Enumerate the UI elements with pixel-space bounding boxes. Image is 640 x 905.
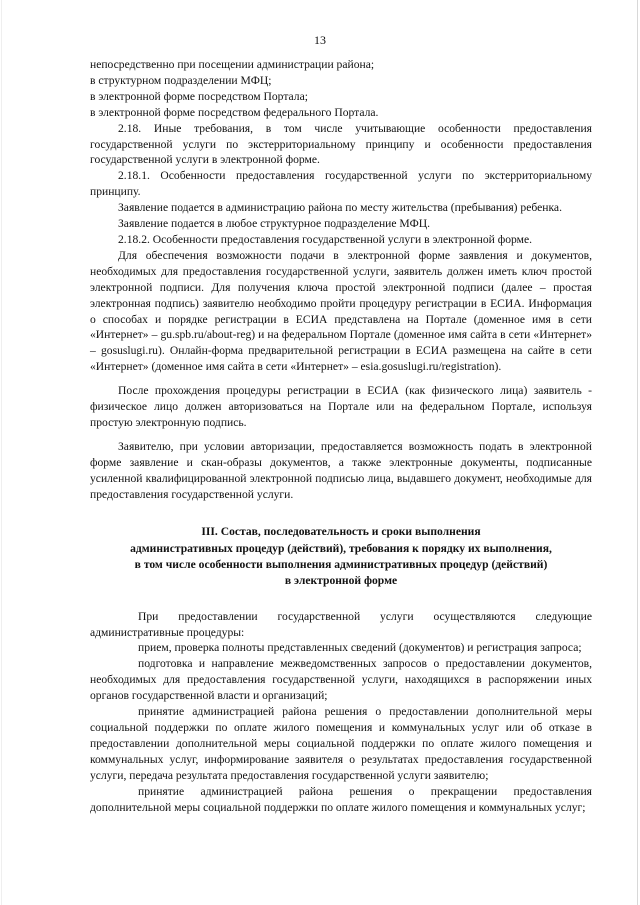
document-body xyxy=(90,57,592,815)
list-line: в электронной форме посредством Портала; xyxy=(90,89,308,103)
list-line: в структурном подразделении МФЦ; xyxy=(90,73,272,87)
list-line: в электронной форме посредством федерального Портала. xyxy=(90,105,379,119)
paragraph-authorization: После прохождения процедуры регистрации в ЕСИА (как физического лица) заявитель - физическое лицо должен авторизоваться на Портале или на федеральном Портале, используя простую электронную подпись. xyxy=(90,384,592,429)
scan-edge-left xyxy=(1,0,2,905)
paragraph-electronic-submission: Заявителю, при условии авторизации, предоставляется возможность подать в электронной форме заявление и скан-образы документов, а также электронные документы, подписанные усиленной квалифицированной электронной подписью лица, выдавшего документ, необходимые для предоставления государственной услуги. xyxy=(90,439,592,501)
section-heading xyxy=(90,524,592,589)
paragraph: Заявление подается в администрацию района по месту жительства (пребывания) ребенка. xyxy=(118,201,562,215)
paragraph: При предоставлении государственной услуги осуществляются следующие административные процедуры: xyxy=(90,609,592,639)
section-heading-line: в электронной форме xyxy=(284,574,398,588)
procedure-item: прием, проверка полноты представленных сведений (документов) и регистрация запроса; xyxy=(138,641,582,655)
paragraph: Заявление подается в любое структурное подразделение МФЦ. xyxy=(118,217,431,231)
scan-edge-right xyxy=(637,0,638,905)
paragraph-esia-registration: Для обеспечения возможности подачи в электронной форме заявления и документов, необходимых для предоставления государственной услуги, заявитель должен иметь ключ простой электронной подписи. Для получения ключа простой электронной подписи (далее – простая электронная подпись) заявителю необходимо пройти процедуру регистрации в ЕСИА. Информация о способах и порядке регистрации в ЕСИА представлена на Портале (доменное имя в сети «Интернет» – gu.spb.ru/about-reg) и на федеральном Портале (доменное имя сайта в сети «Интернет» – gosuslugi.ru). Онлайн-форма предварительной регистрации в ЕСИА размещена на сайте в сети «Интернет» (доменное имя сайта в сети «Интернет» – esia.gosuslugi.ru/registration). xyxy=(90,248,592,374)
procedure-item: подготовка и направление межведомственных запросов о предоставлении документов, необходимых для предоставления государственной услуги, находящихся в распоряжении иных органов государственной власти и организаций; xyxy=(90,657,592,703)
section-heading-line: в том числе особенности выполнения административных процедур (действий) xyxy=(134,558,548,572)
list-line: непосредственно при посещении администрации района; xyxy=(90,58,375,71)
section-heading-line: административных процедур (действий), требования к порядку их выполнения, xyxy=(130,541,552,555)
clause-2-18-2: 2.18.2. Особенности предоставления государственной услуги в электронной форме. xyxy=(118,232,533,246)
section-heading-line: III. Состав, последовательность и сроки выполнения xyxy=(201,525,481,539)
clause-2-18: 2.18. Иные требования, в том числе учитывающие особенности предоставления государственной услуги по экстерриториальному принципу и особенности предоставления государственной услуги в электронной форме. xyxy=(90,121,592,167)
page-number: 13 xyxy=(314,33,326,47)
clause-2-18-1: 2.18.1. Особенности предоставления государственной услуги по экстерриториальному принципу. xyxy=(90,169,592,199)
procedure-item: принятие администрацией района решения о предоставлении дополнительной меры социальной поддержки по оплате жилого помещения и коммунальных услуг или об отказе в предоставлении дополнительной меры социальной поддержки по оплате жилого помещения и коммунальных услуг, информирование заявителя о результатах предоставления государственной услуги, передача результата предоставления государственной услуги заявителю; xyxy=(90,705,592,782)
procedure-item: принятие администрацией района решения о прекращении предоставления дополнительной меры социальной поддержки по оплате жилого помещения и коммунальных услуг; xyxy=(90,784,592,814)
